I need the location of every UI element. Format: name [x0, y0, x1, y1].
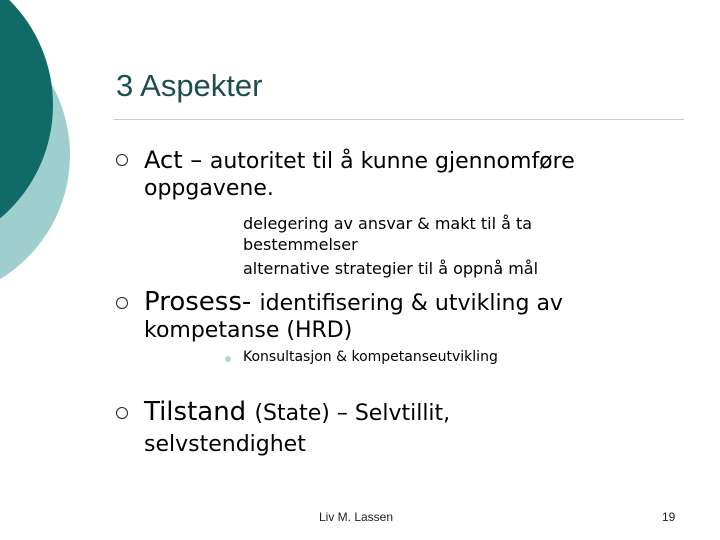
slide-title: 3 Aspekter — [116, 68, 263, 103]
sub-item-alternative-strategier: alternative strategier til å oppnå mål — [243, 259, 539, 278]
sub-item-bestemmelser: bestemmelser — [243, 235, 358, 254]
bullet-2-line-1 — [144, 287, 563, 317]
bullet-1-line-1 — [144, 146, 575, 174]
bullet-2-lead: Prosess- — [144, 287, 260, 317]
bullet-3-line-2: selvstendighet — [144, 432, 306, 457]
sub-bullet-dot — [225, 356, 231, 362]
title-divider — [114, 119, 684, 120]
bullet-marker-3 — [116, 407, 128, 419]
bullet-2-line-2: kompetanse (HRD) — [144, 318, 353, 343]
sub-item-konsultasjon: Konsultasjon & kompetanseutvikling — [243, 349, 498, 365]
bullet-2-text: identifisering & utvikling av — [259, 291, 563, 316]
bullet-3-text: (State) – Selvtillit, — [254, 401, 451, 426]
page-number: 19 — [662, 510, 676, 524]
sub-item-delegering: delegering av ansvar & makt til å ta — [243, 214, 533, 233]
bullet-1-text: autoritet til å kunne gjennomføre — [209, 149, 575, 174]
footer-author: Liv M. Lassen — [319, 510, 394, 524]
bullet-marker-1 — [116, 154, 128, 166]
bullet-3-line-1 — [144, 397, 450, 427]
bullet-3-lead: Tilstand — [144, 397, 255, 427]
bullet-1-lead: Act – — [144, 146, 210, 174]
bullet-marker-2 — [116, 297, 128, 309]
bullet-1-line-2: oppgavene. — [144, 176, 274, 201]
decorative-corner-shapes — [0, 0, 120, 300]
